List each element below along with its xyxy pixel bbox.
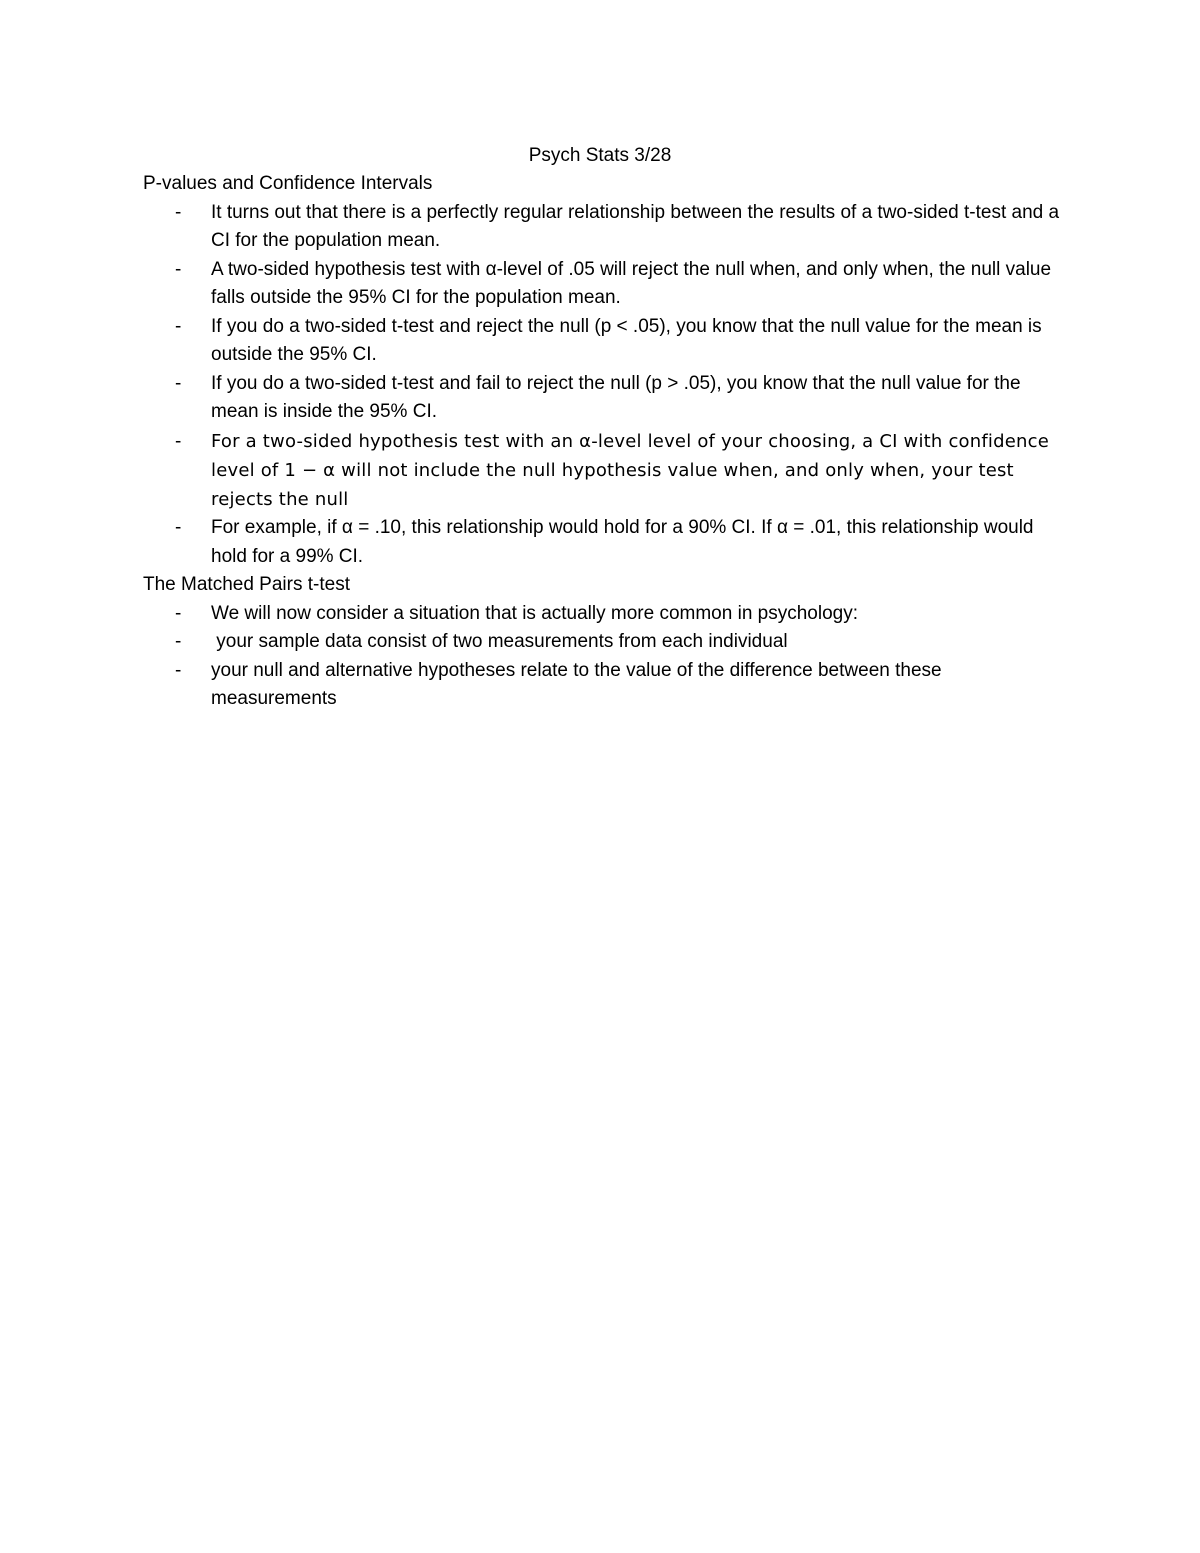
list-item <box>143 514 1063 571</box>
dash-bullet: - <box>175 602 182 624</box>
dash-bullet: - <box>175 372 182 394</box>
list-item-text: We will now consider a situation that is actually more common in psychology: <box>211 602 858 624</box>
document-body <box>143 170 1063 714</box>
list-item <box>143 427 1063 515</box>
pvalues-list <box>143 199 1063 572</box>
dash-bullet: - <box>175 659 182 681</box>
dash-bullet: - <box>175 430 182 452</box>
list-item-text: For a two-sided hypothesis test with an α-level level of your choosing, a CI with confidence level of 1 − α will not include the null hypothesis value when, and only when, your test rejects the null <box>211 430 1049 511</box>
list-item-text: If you do a two-sided t-test and fail to reject the null (p > .05), you know that the null value for the mean is inside the 95% CI. <box>211 372 1021 422</box>
page-title: Psych Stats 3/28 <box>528 145 672 166</box>
matched-pairs-list <box>143 600 1063 714</box>
dash-bullet: - <box>175 258 182 280</box>
dash-bullet: - <box>175 517 182 539</box>
dash-bullet: - <box>175 631 182 653</box>
dash-bullet: - <box>175 315 182 337</box>
list-item-text: your sample data consist of two measurements from each individual <box>211 631 788 653</box>
list-item-text: A two-sided hypothesis test with α-level of .05 will reject the null when, and only when, the null value falls outside the 95% CI for the population mean. <box>211 258 1052 308</box>
list-item <box>143 313 1063 370</box>
list-item <box>143 370 1063 427</box>
list-item-text: If you do a two-sided t-test and reject the null (p < .05), you know that the null value for the mean is outside the 95% CI. <box>211 315 1042 365</box>
list-item-text: It turns out that there is a perfectly regular relationship between the results of a two-sided t-test and a CI for the population mean. <box>211 201 1060 251</box>
section-heading-matched-pairs: The Matched Pairs t-test <box>143 574 350 596</box>
list-item <box>143 600 1063 629</box>
list-item-text: For example, if α = .10, this relationship would hold for a 90% CI. If α = .01, this relationship would hold for a 99% CI. <box>211 517 1034 567</box>
list-item <box>143 628 1063 657</box>
section-heading-pvalues: P-values and Confidence Intervals <box>143 173 433 194</box>
list-item <box>143 199 1063 256</box>
list-item <box>143 657 1063 714</box>
dash-bullet: - <box>175 201 182 223</box>
list-item <box>143 256 1063 313</box>
list-item-text: your null and alternative hypotheses relate to the value of the difference between these measurements <box>211 659 942 710</box>
